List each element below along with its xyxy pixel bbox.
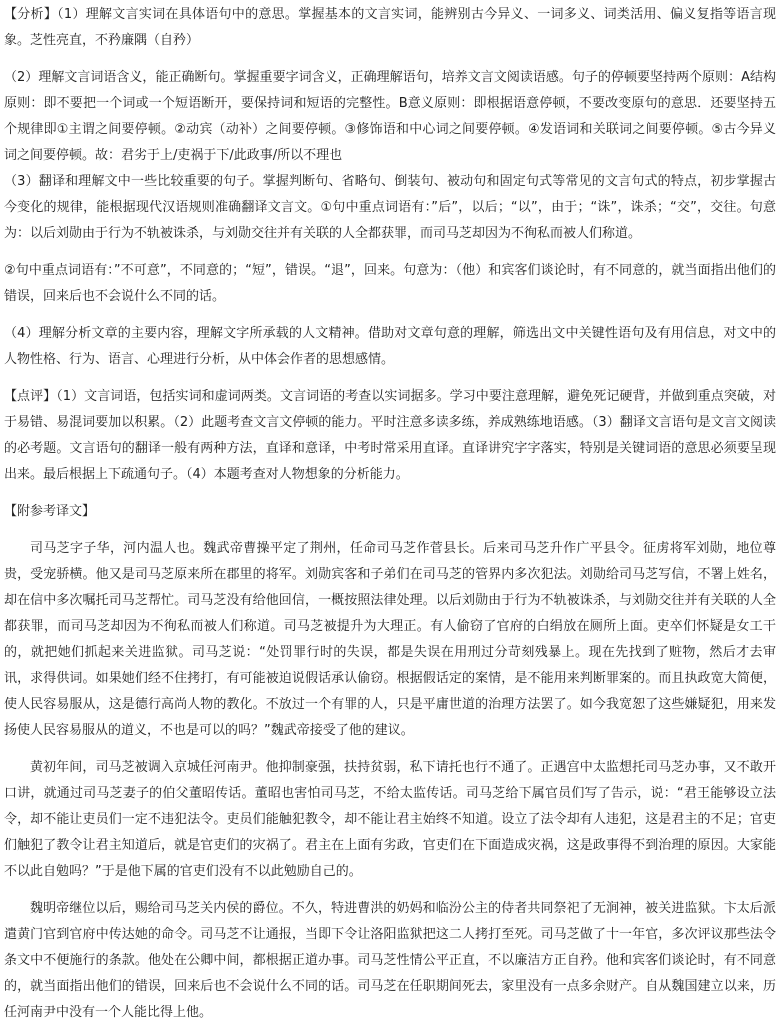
analysis-paragraph-1 [4,2,776,54]
comment-text: （1）文言词语，包括实词和虚词两类。文言词语的考查以实词据多。学习中要注意理解，避免死记硬背，并做到重点突破，对于易错、易混词要加以积累。（2）此题考查文言文停顿的能力。平时注意多读多练，养成熟练地语感。（3）翻译文言语句是文言文阅读的必考题。文言语句的翻译一般有两种方法，直译和意译，中考时常采用直译。直译讲究字字落实，特别是关键词语的意思必须要呈现出来。最后根据上下疏通句子。（4）本题考查对人物想象的分析能力。 [4,389,776,482]
translation-paragraph-3: 魏明帝继位以后，赐给司马芝关内侯的爵位。不久，特进曹洪的奶妈和临汾公主的侍者共同祭祀了无涧神，被关进监狱。卞太后派遣黄门官到官府中传达她的命令。司马芝不让通报，当即下令让洛阳监狱把这二人拷打至死。司马芝做了十一年官，多次评议那些法令条文中不便施行的条款。他处在公卿中间，都根据正道办事。司马芝性情公平正直，不以廉洁方正自矜。他和宾客们谈论时，有不同意的，就当面指出他们的错误，回来后也不会说什么不同的话。司马芝在任职期间死去，家里没有一点多余财产。自从魏国建立以来，历任河南尹中没有一个人能比得上他。 [4,901,776,1020]
analysis-text-1: （1）理解文言实词在具体语句中的意思。掌握基本的文言实词，能辨别古今异义、一词多义、词类活用、偏义复指等语言现象。芝性亮直，不矜廉隅（自矜） [4,7,776,48]
analysis-paragraph-3: （3）翻译和理解文中一些比较重要的句子。掌握判断句、省略句、倒装句、被动句和固定句式等常见的文言句式的特点，初步掌握古今变化的规律，能根据现代汉语规则准确翻译文言文。①句中重点词语有：”后”，以后；“以”，由于；“诛”，诛杀；“交”，交往。句意为：以后刘勋由于行为不轨被诛杀，与刘勋交往并有关联的人全都获罪，而司马芝却因为不徇私而被人们称道。 [4,174,776,241]
analysis-paragraph-5: （4）理解分析文章的主要内容，理解文字所承载的人文精神。借助对文章句意的理解，筛选出文中关键性语句及有用信息，对文中的人物性格、行为、语言、心理进行分析，从中体会作者的思想感情。 [4,326,776,367]
analysis-paragraph-4: ②句中重点词语有：”不可意”，不同意的；“短”，错误。“退”，回来。句意为：（他）和宾客们谈论时，有不同意的，就当面指出他们的错误，回来后也不会说什么不同的话。 [4,263,776,304]
translation-paragraph-1: 司马芝字子华，河内温人也。魏武帝曹操平定了荆州，任命司马芝作菅县长。后来司马芝升作广平县令。征虏将军刘勋，地位尊贵，受宠骄横。他又是司马芝原来所在郡里的将军。刘勋宾客和子弟们在司马芝的管界内多次犯法。刘勋给司马芝写信，不署上姓名，却在信中多次嘱托司马芝帮忙。司马芝没有给他回信，一概按照法律处理。以后刘勋由于行为不轨被诛杀，与刘勋交往并有关联的人全都获罪，而司马芝却因为不徇私而被人们称道。司马芝被提升为大理正。有人偷窃了官府的白绢放在厕所上面。吏卒们怀疑是女工干的，就把她们抓起来关进监狱。司马芝说：“处罚罪行时的失误，都是失误在用刑过分苛刻残暴上。现在先找到了赃物，然后才去审讯，求得供词。如果她们经不住拷打，有可能被迫说假话承认偷窃。根据假话定的案情，是不能用来判断罪案的。而且执政宽大简便，使人民容易服从，这是德行高尚人物的教化。不放过一个有罪的人，只是平庸世道的治理方法罢了。如今我宽恕了这些嫌疑犯，用来发扬使人民容易服从的道义，不也是可以的吗？”魏武帝接受了他的建议。 [4,541,776,738]
translation-paragraph-2: 黄初年间，司马芝被调入京城任河南尹。他抑制豪强，扶持贫弱，私下请托也行不通了。正遇宫中太监想托司马芝办事，又不敢开口讲，就通过司马芝妻子的伯父董昭传话。董昭也害怕司马芝，不给太监传话。司马芝给下属官员们写了告示，说：“君王能够设立法令，却不能让吏员们一定不违犯法令。吏员们能触犯教令，却不能让君主始终不知道。设立了法令却有人违犯，这是君主的不足；官吏们触犯了教令让君主知道后，就是官吏们的灾祸了。君主在上面有劣政，官吏们在下面造成灾祸，这是政事得不到治理的原因。大家能不以此自勉吗？”于是他下属的官吏们没有不以此勉励自己的。 [4,760,776,879]
translation-heading: 【附参考译文】 [4,504,96,519]
analysis-paragraph-2: （2）理解文言词语含义，能正确断句。掌握重要字词含义，正确理解语句，培养文言文阅读语感。句子的停顿要坚持两个原则：A结构原则：即不要把一个词或一个短语断开，要保持词和短语的完整性。B意义原则：即根据语意停顿，不要改变原句的意思．还要坚持五个规律即①主谓之间要停顿。②动宾（动补）之间要停顿。③修饰语和中心词之间要停顿。④发语词和关联词之间要停顿。⑤古今异义词之间要停顿。故：君劣于上/吏祸于下/此政事/所以不理也 [4,70,776,163]
analysis-label: 【分析】 [4,7,58,22]
comment-paragraph [4,384,776,488]
comment-label: 【点评】 [4,389,57,404]
